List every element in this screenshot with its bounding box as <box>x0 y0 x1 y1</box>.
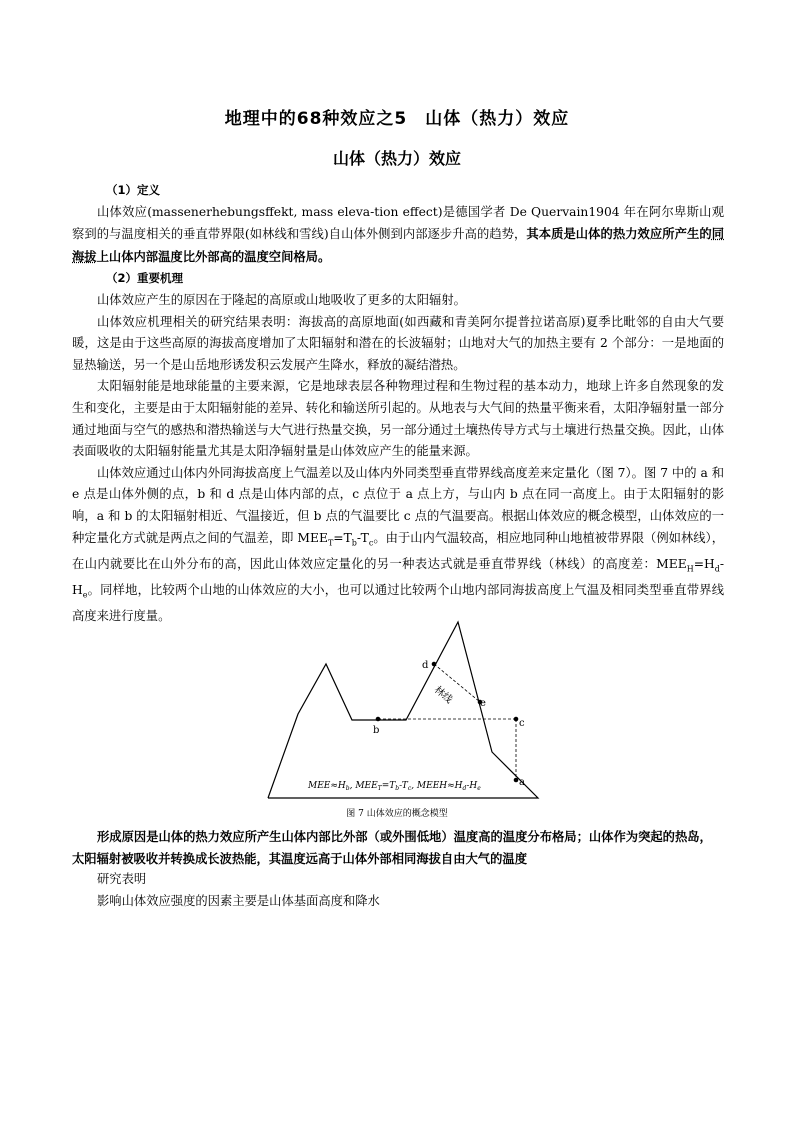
p4-sub-1: T <box>327 537 334 547</box>
point-c <box>514 717 519 722</box>
point-b <box>376 717 381 722</box>
definition-underlined-text: 同海拔 <box>72 226 724 264</box>
influencing-factors-line: 影响山体效应强度的因素主要是山体基面高度和降水 <box>97 893 380 908</box>
p4-text-f: -H <box>72 556 724 597</box>
mechanism-paragraph-1: 山体效应产生的原因在于隆起的高原或山地吸收了更多的太阳辐射。 <box>97 292 466 307</box>
conclusion-bold-paragraph: 形成原因是山体的热力效应所产生山体内部比外部（或外围低地）温度高的温度分布格局；山体作为突起的热岛，太阳辐射被吸收并转换成长波热能，其温度远高于山体外部相同海拔自由大气的温度 <box>72 829 712 866</box>
research-shows-line: 研究表明 <box>97 872 147 887</box>
mountain-effect-diagram <box>258 616 548 802</box>
label-b: b <box>373 725 380 736</box>
mechanism-paragraph-4 <box>72 463 724 628</box>
point-d <box>432 662 437 667</box>
document-subtitle: 山体（热力）效应 <box>332 149 461 168</box>
definition-paragraph <box>72 202 724 269</box>
p4-text-e: =H <box>693 556 715 571</box>
p4-text-c: -T <box>356 530 369 545</box>
point-a <box>514 778 519 783</box>
label-a: a <box>519 777 525 788</box>
label-d: d <box>422 660 429 671</box>
p4-text-a: 山体效应通过山体内外同海拔高度上气温差以及山体内外同类型垂直带界线高度差来定量化（图 7）。图 7 中的 a 和 e 点是山体外侧的点，b 和 d 点是山体内部的点，c 点位于 a 点上方，与山内 b 点在同一高度上。由于太阳辐射的影响，a 和 b 的太阳辐射相近、气温接近，但 b 点的气温要比 c 点的气温要高。根据山体效应的概念模型，山体效应的一种定量化方式就是两点之间的气温差，即 MEE <box>72 465 724 545</box>
mechanism-paragraph-3: 太阳辐射能是地球能量的主要来源，它是地球表层各种物理过程和生物过程的基本动力，地球上许多自然现象的发生和变化，主要是由于太阳辐射能的差异、转化和输送所引起的。从地表与大气间的热量平衡来看，太阳净辐射量一部分通过地面与空气的感热和潜热输送与大气进行热量交换，另一部分通过土壤热传导方式与土壤进行热量交换。因此，山体表面吸收的太阳辐射能量尤其是太阳净辐射量是山体效应产生的能量来源。 <box>72 379 724 459</box>
p4-sub-2: b <box>351 537 357 547</box>
section-heading-mechanism: （2）重要机理 <box>106 271 184 286</box>
mechanism-paragraph-2: 山体效应机理相关的研究结果表明：海拔高的高原地面(如西藏和青美阿尔提普拉诺高原)夏季比毗邻的自由大气要暖，这是由于这些高原的海拔高度增加了太阳辐射和潜在的长波辐射；山地对大气的加热主要有 2 个部分：一是地面的显热输送，另一个是山岳地形诱发积云发展产生降水，释放的凝结潜热。 <box>72 314 724 372</box>
definition-bold-text: 其本质是山体的热力效应所产生的 <box>526 226 712 242</box>
document-body <box>72 180 724 627</box>
figure-caption: 图 7 山体效应的概念模型 <box>346 809 448 819</box>
label-e: e <box>480 698 486 709</box>
p4-sub-3: c <box>368 537 374 547</box>
treeline-label: 林线 <box>431 684 455 706</box>
definition-text: 山体效应(massenerhebungsffekt, mass eleva-tion effect)是德国学者 De Quervain1904 年在阿尔卑斯山观察到的与温度相关的垂直带界限(如林线和雪线)自山体外侧到内部逐步升高的趋势， <box>72 204 724 242</box>
p4-text-g: 。同样地，比较两个山地的山体效应的大小，也可以通过比较两个山地内部同海拔高度上气温及相同类型垂直带界线高度来进行度量。 <box>72 582 724 623</box>
label-c: c <box>519 718 525 729</box>
section-heading-definition: （1）定义 <box>106 183 161 197</box>
p4-text-b: =T <box>333 530 352 545</box>
p4-text-d: 。由于山内气温较高，相应地同种山地植被带界限（例如林线），在山内就要比在山外分布的高，因此山体效应定量化的另一种表达式就是垂直带界线（林线）的高度差：MEE <box>72 530 724 571</box>
definition-bold-text-2: 上山体内部温度比外部高的温度空间格局。 <box>96 248 331 264</box>
document-title: 地理中的68种效应之5 山体（热力）效应 <box>224 109 570 129</box>
p4-sub-4: H <box>686 564 694 573</box>
conclusion-section <box>72 826 724 912</box>
diagram-formula: $MEE\approx H_b$, $MEE_T=T_b-T_c$, $MEEH\approx H_d-H_e$ <box>308 781 481 792</box>
p4-sub-6: e <box>82 590 88 600</box>
p4-sub-5: d <box>714 564 720 573</box>
mountain-outline <box>268 622 538 798</box>
